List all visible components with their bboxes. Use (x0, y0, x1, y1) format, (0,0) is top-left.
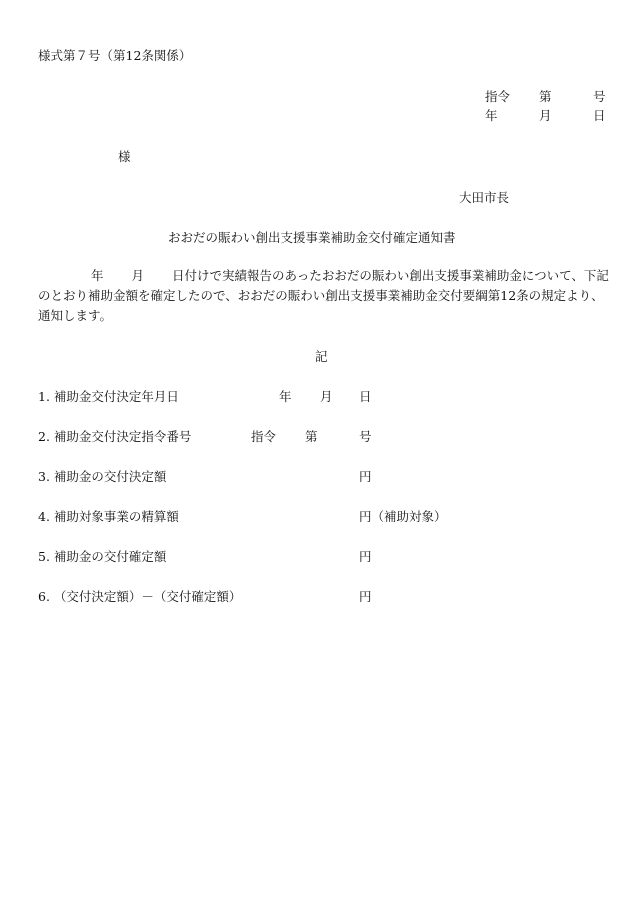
item5-yen: 円 (359, 549, 372, 564)
item2-label: 2. 補助金交付決定指令番号 (38, 429, 192, 444)
document-title: おおだの賑わい創出支援事業補助金交付確定通知書 (168, 230, 456, 245)
item1-year: 年 (279, 389, 292, 404)
item3-yen: 円 (359, 469, 372, 484)
item1-label: 1. 補助金交付決定年月日 (38, 389, 179, 404)
date-day: 日 (593, 108, 606, 123)
directive-go: 号 (593, 89, 606, 104)
directive-dai: 第 (539, 89, 552, 104)
item5-label: 5. 補助金の交付確定額 (38, 549, 167, 564)
item2-dai: 第 (305, 429, 318, 444)
date-year: 年 (485, 108, 498, 123)
directive-label: 指令 (485, 89, 511, 104)
item2-go: 号 (359, 429, 372, 444)
item4-label: 4. 補助対象事業の精算額 (38, 509, 179, 524)
body-paragraph (38, 266, 610, 326)
form-header: 様式第７号（第12条関係） (38, 48, 192, 63)
item4-yen: 円（補助対象） (359, 509, 447, 524)
ki-heading: 記 (315, 349, 328, 364)
body-text: 日付けで実績報告のあったおおだの賑わい創出支援事業補助金について、下記のとおり補助金額を確定したので、おおだの賑わい創出支援事業補助金交付要綱第12条の規定より、通知します。 (38, 268, 609, 323)
item2-shirei: 指令 (251, 429, 277, 444)
item3-label: 3. 補助金の交付決定額 (38, 469, 167, 484)
issuer: 大田市長 (459, 190, 510, 205)
addressee-suffix: 様 (118, 149, 131, 164)
item6-label: 6. （交付決定額）－（交付確定額） (38, 589, 242, 604)
body-month: 月 (131, 268, 145, 283)
item6-yen: 円 (359, 589, 372, 604)
date-month: 月 (539, 108, 552, 123)
body-year: 年 (91, 268, 104, 283)
item1-day: 日 (359, 389, 372, 404)
item1-month: 月 (320, 389, 333, 404)
